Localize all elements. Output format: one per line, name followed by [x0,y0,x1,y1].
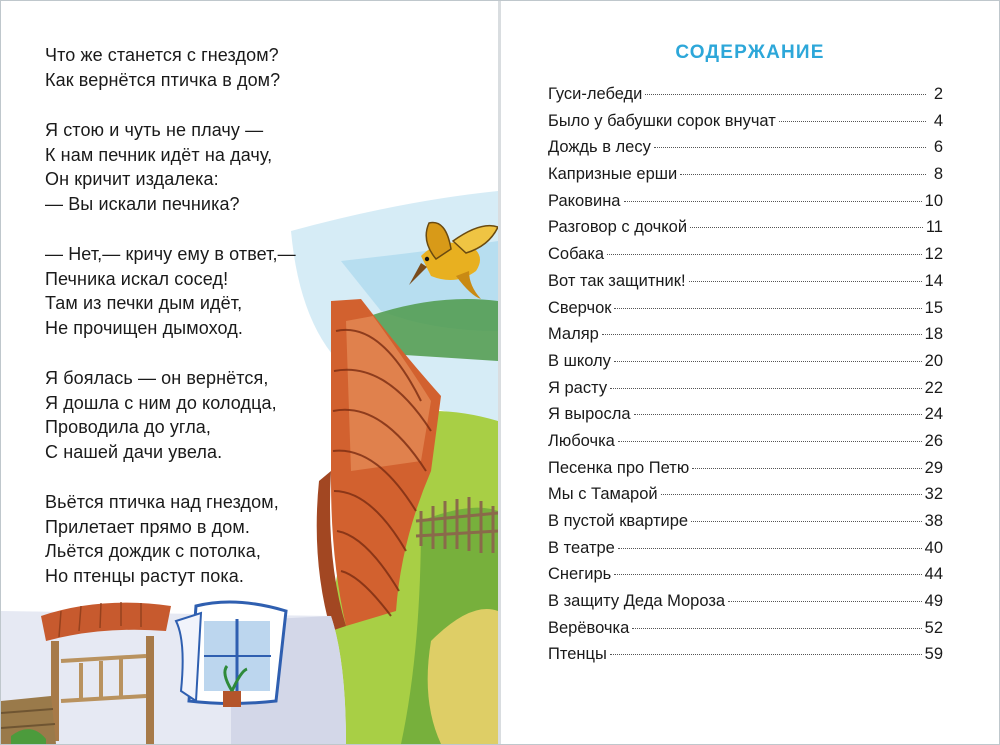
poem-line: Не прочищен дымоход. [45,317,243,338]
toc-leader-dots [634,414,922,415]
left-page [1,1,498,744]
poem-stanza [45,366,296,464]
toc-entry-page: 6 [933,138,943,157]
toc-entry [548,325,943,352]
toc-leader-dots [602,334,922,335]
toc-entry-title: Дождь в лесу [548,138,651,157]
toc-entry-page: 4 [933,111,943,130]
toc-entry-page: 22 [924,378,943,397]
toc-entry-page: 24 [924,405,943,424]
toc-leader-dots [691,521,922,522]
poem [45,43,296,614]
toc-leader-dots [779,121,926,122]
toc-leader-dots [624,201,922,202]
poem-line: Я дошла с ним до колодца, [45,392,277,413]
toc-entry-title: Капризные ерши [548,165,678,184]
toc-entry [548,352,943,379]
toc-entry [548,565,943,592]
toc-entry-title: Собака [548,245,605,264]
toc-entry-page: 29 [924,458,943,477]
toc-entry [548,85,943,112]
toc-entry-page: 14 [924,271,943,290]
poem-line: Что же станется с гнездом? [45,45,279,65]
toc-entry-title: Было у бабушки сорок внучат [548,111,776,130]
toc-leader-dots [614,574,921,575]
toc-leader-dots [645,94,926,95]
toc-entry-title: В пустой квартире [548,512,689,530]
toc-leader-dots [632,628,921,629]
poem-line: — Вы искали печника? [45,193,240,214]
poem-stanza [45,118,296,216]
poem-line: Он кричит издалека: [45,169,219,189]
poem-line: — Нет,— кричу ему в ответ,— [45,244,296,264]
toc-leader-dots [680,174,926,175]
toc-entry [548,459,943,486]
toc-entry-title: Разговор с дочкой [548,218,688,237]
toc-entry [548,512,943,539]
poem-stanza [45,490,296,588]
toc-entry [548,272,943,299]
toc-entry-title: Вот так защитник! [548,271,686,290]
toc-entry [548,405,943,432]
toc-entry-page: 10 [924,191,943,210]
toc-entry-title: Мы с Тамарой [548,485,658,504]
toc-leader-dots [690,227,923,228]
poem-line: Но птенцы растут пока. [45,565,244,586]
toc-leader-dots [618,441,922,442]
toc-entry-page: 32 [924,485,943,504]
poem-line: Я боялась — он вернётся, [45,368,269,388]
poem-line: Как вернётся птичка в дом? [45,69,281,90]
toc-entry [548,379,943,406]
toc-entry [548,592,943,619]
toc-leader-dots [610,654,922,655]
toc-entry-page: 15 [924,298,943,317]
toc-entry [548,165,943,192]
toc-entry-title: Я выросла [548,405,631,424]
toc-entry-title: Любочка [548,431,615,450]
poem-line: Вьётся птичка над гнездом, [45,492,279,512]
toc-entry-title: В защиту Деда Мороза [548,592,726,611]
toc-entry [548,432,943,459]
toc-entry [548,112,943,139]
toc-leader-dots [607,254,922,255]
toc-entry-title: Гуси-лебеди [548,85,643,103]
toc-entry-title: Маляр [548,325,599,344]
toc-entry-page: 18 [924,325,943,344]
toc-leader-dots [618,548,922,549]
toc-leader-dots [692,468,921,469]
toc-entry-title: Сверчок [548,298,612,317]
toc-entry-page: 11 [925,218,943,237]
poem-line: Прилетает прямо в дом. [45,516,250,537]
poem-stanza [45,43,296,92]
toc-entry [548,245,943,272]
poem-line: Там из печки дым идёт, [45,293,243,313]
toc-entry-page: 49 [924,592,943,611]
toc-entry-page: 38 [924,512,943,530]
toc-entry-page: 40 [924,538,943,557]
poem-line: Я стою и чуть не плачу — [45,120,264,140]
toc-leader-dots [654,147,926,148]
toc-entry [548,192,943,219]
toc-entry-title: Птенцы [548,645,607,664]
poem-stanza [45,242,296,340]
poem-line: Проводила до угла, [45,417,212,437]
toc-entry-title: Верёвочка [548,618,630,637]
toc-entry-page: 52 [924,618,943,637]
right-page [501,1,999,744]
toc-entry [548,539,943,566]
toc-entry-page: 59 [924,645,943,664]
toc-entry-title: В школу [548,351,611,370]
toc-entry-title: Снегирь [548,565,612,584]
poem-line: С нашей дачи увела. [45,441,223,462]
toc-leader-dots [614,361,922,362]
toc-leader-dots [614,308,921,309]
toc-entry-page: 20 [924,351,943,370]
toc-list [548,85,943,672]
poem-line: К нам печник идёт на дачу, [45,144,273,165]
toc-entry-title: Раковина [548,191,621,210]
toc-entry-title: Я расту [548,378,608,397]
toc-leader-dots [610,388,922,389]
toc-entry [548,619,943,646]
toc-entry-page: 44 [924,565,943,584]
toc-entry-page: 12 [924,245,943,264]
toc-entry-title: Песенка про Петю [548,458,690,477]
toc-entry-page: 26 [924,431,943,450]
toc-leader-dots [728,601,922,602]
toc-entry [548,138,943,165]
poem-line: Печника искал сосед! [45,268,229,289]
toc-entry [548,299,943,326]
toc-title: СОДЕРЖАНИЕ [675,42,825,63]
toc-entry-title: В театре [548,538,615,557]
toc-entry [548,485,943,512]
toc-entry [548,218,943,245]
toc-entry-page: 2 [933,85,943,103]
toc-entry-page: 8 [933,165,943,184]
poem-line: Льётся дождик с потолка, [45,541,261,561]
toc-entry [548,645,943,672]
toc-leader-dots [689,281,922,282]
toc-leader-dots [661,494,922,495]
